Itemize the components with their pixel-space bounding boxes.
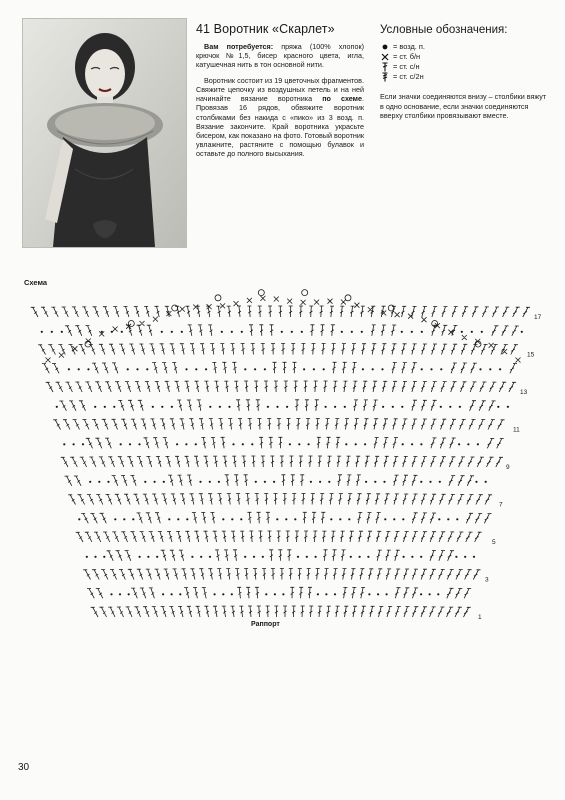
chain-stitch-dot bbox=[152, 406, 154, 408]
chain-stitch-dot bbox=[289, 443, 291, 445]
chain-stitch-dot bbox=[306, 556, 308, 558]
chain-stitch-dot bbox=[179, 593, 181, 595]
row-number: 1 bbox=[478, 614, 482, 621]
chain-stitch-dot bbox=[63, 443, 65, 445]
cross-icon bbox=[380, 52, 390, 62]
chain-stitch-dot bbox=[68, 368, 70, 370]
chain-stitch-dot bbox=[218, 481, 220, 483]
legend-note: Если значки соединяются внизу – столбики вяжут в одно основание, если значки соединяются вверху столбики провязывают вместе. bbox=[380, 92, 547, 120]
chain-stitch-dot bbox=[485, 481, 487, 483]
chain-stitch-dot bbox=[205, 368, 207, 370]
chain-stitch-dot bbox=[348, 518, 350, 520]
chain-stitch-dot bbox=[51, 331, 53, 333]
chain-stitch-dot bbox=[361, 331, 363, 333]
chain-stitch-dot bbox=[98, 481, 100, 483]
chain-stitch-dot bbox=[317, 593, 319, 595]
legend-item-label: = ст. с/н bbox=[393, 62, 420, 72]
legend-title: Условные обозначения: bbox=[380, 24, 508, 36]
chain-stitch-dot bbox=[94, 406, 96, 408]
chain-stitch-dot bbox=[440, 406, 442, 408]
chain-stitch-dot bbox=[138, 443, 140, 445]
chain-stitch-dot bbox=[325, 593, 327, 595]
chain-stitch-dot bbox=[429, 593, 431, 595]
row-number: 3 bbox=[485, 576, 489, 584]
chain-stitch-dot bbox=[402, 518, 404, 520]
chain-stitch-dot bbox=[209, 406, 211, 408]
chain-stitch-dot bbox=[420, 481, 422, 483]
chain-stitch-dot bbox=[365, 481, 367, 483]
chain-stitch-dot bbox=[162, 593, 164, 595]
chain-stitch-dot bbox=[276, 518, 278, 520]
chart-stitches bbox=[31, 290, 530, 617]
chain-stitch-dot bbox=[61, 331, 63, 333]
chain-stitch-dot bbox=[384, 518, 386, 520]
chain-stitch-dot bbox=[420, 443, 422, 445]
chain-stitch-dot bbox=[297, 556, 299, 558]
chain-stitch-dot bbox=[267, 406, 269, 408]
row-number: 5 bbox=[492, 539, 496, 546]
chain-stitch-dot bbox=[262, 556, 264, 558]
chain-stitch-dot bbox=[265, 593, 267, 595]
chain-stitch-dot bbox=[281, 331, 283, 333]
chain-stitch-dot bbox=[214, 593, 216, 595]
chain-stitch-dot bbox=[177, 518, 179, 520]
chain-stitch-dot bbox=[479, 368, 481, 370]
chain-stitch-dot bbox=[383, 481, 385, 483]
chain-stitch-dot bbox=[464, 556, 466, 558]
chain-stitch-dot bbox=[355, 443, 357, 445]
chain-stitch-dot bbox=[339, 518, 341, 520]
chain-stitch-dot bbox=[328, 481, 330, 483]
chain-stitch-dot bbox=[310, 481, 312, 483]
picot-loop bbox=[172, 305, 178, 311]
chain-stitch-dot bbox=[139, 556, 141, 558]
chain-stitch-dot bbox=[146, 368, 148, 370]
chain-stitch-dot bbox=[273, 481, 275, 483]
chain-stitch-dot bbox=[381, 368, 383, 370]
chain-stitch-dot bbox=[359, 556, 361, 558]
legend-item bbox=[380, 72, 550, 82]
chain-stitch-dot bbox=[323, 368, 325, 370]
chain-stitch-dot bbox=[221, 331, 223, 333]
chain-stitch-dot bbox=[276, 406, 278, 408]
chain-stitch-dot bbox=[459, 406, 461, 408]
chain-stitch-dot bbox=[73, 443, 75, 445]
chain-stitch-dot bbox=[294, 518, 296, 520]
chain-stitch-dot bbox=[325, 406, 327, 408]
chain-stitch-dot bbox=[481, 331, 483, 333]
chain-stitch-dot bbox=[171, 406, 173, 408]
chain-stitch-dot bbox=[186, 518, 188, 520]
chain-stitch-dot bbox=[232, 443, 234, 445]
chain-stitch-dot bbox=[350, 556, 352, 558]
chain-stitch-dot bbox=[286, 406, 288, 408]
legend-item-label: = ст. с/2н bbox=[393, 72, 424, 82]
chain-stitch-dot bbox=[104, 406, 106, 408]
chain-stitch-dot bbox=[195, 368, 197, 370]
chain-stitch-dot bbox=[429, 481, 431, 483]
chain-stitch-dot bbox=[111, 331, 113, 333]
legend-item bbox=[380, 42, 550, 52]
materials-label: Вам потребуется: bbox=[204, 42, 274, 51]
chain-stitch-dot bbox=[330, 518, 332, 520]
chain-stitch-dot bbox=[497, 406, 499, 408]
chain-stitch-dot bbox=[101, 331, 103, 333]
chain-stitch-dot bbox=[87, 368, 89, 370]
chain-stitch-dot bbox=[437, 593, 439, 595]
article-title: 41 Воротник «Скарлет» bbox=[196, 22, 335, 36]
chain-stitch-dot bbox=[403, 556, 405, 558]
picot-loop bbox=[215, 295, 221, 301]
chain-stitch-dot bbox=[255, 481, 257, 483]
chain-stitch-dot bbox=[362, 368, 364, 370]
legend-item bbox=[380, 52, 550, 62]
chain-stitch-dot bbox=[411, 331, 413, 333]
chain-stitch-dot bbox=[473, 556, 475, 558]
chain-stitch-dot bbox=[521, 331, 523, 333]
chain-stitch-dot bbox=[430, 368, 432, 370]
dot-icon bbox=[380, 42, 390, 52]
chain-stitch-dot bbox=[291, 331, 293, 333]
chain-stitch-dot bbox=[401, 331, 403, 333]
chain-stitch-dot bbox=[401, 406, 403, 408]
crochet-chart bbox=[18, 282, 548, 642]
chain-stitch-dot bbox=[251, 443, 253, 445]
stitch-one-bar-icon bbox=[380, 62, 390, 72]
chain-stitch-dot bbox=[147, 556, 149, 558]
chain-stitch-dot bbox=[129, 443, 131, 445]
materials-text: пряжа (100% хлопок) крючок №1,5, бисер красного цвета, игла, катушечная нить в тон основной нити. bbox=[196, 42, 364, 70]
legend-item bbox=[380, 62, 550, 72]
row-number: 17 bbox=[534, 314, 542, 321]
legend-item-label: = возд. п. bbox=[393, 42, 425, 52]
picot-loop bbox=[345, 295, 351, 301]
chain-stitch-dot bbox=[253, 556, 255, 558]
chain-stitch-dot bbox=[244, 556, 246, 558]
chain-stitch-dot bbox=[471, 331, 473, 333]
picot-loop bbox=[258, 290, 264, 296]
chain-stitch-dot bbox=[303, 368, 305, 370]
chain-stitch-dot bbox=[447, 518, 449, 520]
chain-stitch-dot bbox=[344, 406, 346, 408]
chain-stitch-dot bbox=[364, 443, 366, 445]
chain-stitch-dot bbox=[244, 368, 246, 370]
chain-stitch-dot bbox=[377, 593, 379, 595]
model-photo bbox=[22, 18, 187, 248]
chain-stitch-dot bbox=[372, 368, 374, 370]
chain-stitch-dot bbox=[341, 331, 343, 333]
chain-stitch-dot bbox=[449, 406, 451, 408]
chain-stitch-dot bbox=[120, 443, 122, 445]
chain-stitch-dot bbox=[191, 556, 193, 558]
chain-stitch-dot bbox=[386, 593, 388, 595]
materials-paragraph bbox=[196, 42, 364, 70]
chain-stitch-dot bbox=[86, 556, 88, 558]
chain-stitch-dot bbox=[228, 406, 230, 408]
chain-stitch-dot bbox=[438, 518, 440, 520]
chain-stitch-dot bbox=[128, 593, 130, 595]
chain-stitch-dot bbox=[420, 593, 422, 595]
chain-stitch-dot bbox=[499, 368, 501, 370]
chain-stitch-dot bbox=[455, 556, 457, 558]
chain-stitch-dot bbox=[231, 518, 233, 520]
stitch-two-bar-icon bbox=[380, 72, 390, 82]
chain-stitch-dot bbox=[200, 556, 202, 558]
legend bbox=[380, 24, 550, 120]
chain-stitch-dot bbox=[171, 331, 173, 333]
chain-stitch-dot bbox=[89, 481, 91, 483]
chain-stitch-dot bbox=[489, 368, 491, 370]
chain-stitch-dot bbox=[163, 481, 165, 483]
chain-stitch-dot bbox=[382, 406, 384, 408]
chain-stitch-dot bbox=[199, 481, 201, 483]
row-number: 11 bbox=[513, 426, 520, 434]
chain-stitch-dot bbox=[334, 406, 336, 408]
chain-stitch-dot bbox=[298, 443, 300, 445]
chain-stitch-dot bbox=[231, 331, 233, 333]
chain-stitch-dot bbox=[264, 481, 266, 483]
rapport-label: Раппорт bbox=[251, 621, 280, 628]
model-photo-illustration bbox=[23, 19, 186, 247]
chain-stitch-dot bbox=[185, 368, 187, 370]
chain-stitch-dot bbox=[136, 368, 138, 370]
chain-stitch-dot bbox=[440, 368, 442, 370]
chart-stitch-marks bbox=[31, 296, 530, 617]
chain-stitch-dot bbox=[477, 443, 479, 445]
picot-loop bbox=[128, 321, 134, 327]
chain-stitch-dot bbox=[154, 481, 156, 483]
instructions-text-b: . Провязав 16 рядов, обвяжите воротник столбиками без накида с «пико» из 3 возд. п. Вязание закончите. Край воротника украсьте бисером, как показано на фото. Готовый воротник увлажните, растяните с помощью булавок и оставьте до полного высыхания. bbox=[196, 94, 364, 159]
chain-stitch-dot bbox=[209, 556, 211, 558]
chain-stitch-dot bbox=[78, 368, 80, 370]
chain-stitch-dot bbox=[421, 368, 423, 370]
article bbox=[196, 22, 364, 165]
chain-stitch-dot bbox=[121, 331, 123, 333]
chain-stitch-dot bbox=[176, 443, 178, 445]
chain-stitch-dot bbox=[254, 368, 256, 370]
chain-stitch-dot bbox=[456, 518, 458, 520]
chain-stitch-dot bbox=[144, 481, 146, 483]
chain-stitch-dot bbox=[41, 331, 43, 333]
chain-stitch-dot bbox=[475, 481, 477, 483]
row-number: 7 bbox=[499, 501, 503, 509]
chain-stitch-dot bbox=[241, 331, 243, 333]
chain-stitch-dot bbox=[345, 443, 347, 445]
chain-stitch-dot bbox=[181, 331, 183, 333]
chain-stitch-dot bbox=[127, 368, 129, 370]
chain-stitch-dot bbox=[103, 556, 105, 558]
instructions-paragraph bbox=[196, 76, 364, 159]
chain-stitch-dot bbox=[219, 406, 221, 408]
chain-stitch-dot bbox=[461, 331, 463, 333]
row-number: 15 bbox=[527, 351, 535, 359]
chain-stitch-dot bbox=[94, 556, 96, 558]
legend-item-label: = ст. б/н bbox=[393, 52, 421, 62]
chain-stitch-dot bbox=[222, 518, 224, 520]
chain-stitch-dot bbox=[282, 593, 284, 595]
chain-stitch-dot bbox=[231, 593, 233, 595]
chain-stitch-dot bbox=[334, 593, 336, 595]
chain-stitch-dot bbox=[315, 556, 317, 558]
chain-stitch-dot bbox=[114, 518, 116, 520]
row-number: 13 bbox=[520, 389, 528, 396]
chain-stitch-dot bbox=[240, 518, 242, 520]
chain-stitch-dot bbox=[110, 593, 112, 595]
chain-stitch-dot bbox=[411, 443, 413, 445]
chain-stitch-dot bbox=[467, 443, 469, 445]
chain-stitch-dot bbox=[351, 331, 353, 333]
chain-stitch-dot bbox=[420, 556, 422, 558]
chain-stitch-dot bbox=[156, 556, 158, 558]
chain-stitch-dot bbox=[301, 331, 303, 333]
chain-stitch-dot bbox=[209, 481, 211, 483]
chain-stitch-dot bbox=[185, 443, 187, 445]
chain-stitch-dot bbox=[78, 518, 80, 520]
instructions-bold: по схеме bbox=[322, 94, 362, 104]
chain-stitch-dot bbox=[392, 406, 394, 408]
scheme-label: Схема bbox=[24, 278, 48, 287]
chain-stitch-dot bbox=[439, 481, 441, 483]
chain-stitch-dot bbox=[313, 368, 315, 370]
chain-stitch-dot bbox=[319, 481, 321, 483]
page-number: 30 bbox=[18, 762, 30, 773]
picot-loop bbox=[302, 290, 308, 296]
chain-stitch-dot bbox=[411, 556, 413, 558]
chain-stitch-dot bbox=[119, 593, 121, 595]
chain-stitch-dot bbox=[285, 518, 287, 520]
chain-stitch-dot bbox=[367, 556, 369, 558]
chain-stitch-dot bbox=[195, 443, 197, 445]
chain-stitch-dot bbox=[374, 481, 376, 483]
chain-stitch-dot bbox=[56, 406, 58, 408]
instructions-text-a: Воротник состоит из 19 цветочных фрагментов. Свяжите цепочку из воздушных петель и на ней начинайте вязание воротника bbox=[196, 75, 364, 104]
chain-stitch-dot bbox=[123, 518, 125, 520]
chain-stitch-dot bbox=[242, 443, 244, 445]
chain-stitch-dot bbox=[402, 443, 404, 445]
chain-stitch-dot bbox=[107, 481, 109, 483]
chain-stitch-dot bbox=[274, 593, 276, 595]
chain-stitch-dot bbox=[132, 518, 134, 520]
chain-stitch-dot bbox=[368, 593, 370, 595]
chain-stitch-dot bbox=[393, 518, 395, 520]
chain-stitch-dot bbox=[421, 331, 423, 333]
chain-stitch-dot bbox=[308, 443, 310, 445]
chain-stitch-dot bbox=[161, 331, 163, 333]
chain-stitch-dot bbox=[507, 406, 509, 408]
chain-stitch-dot bbox=[113, 406, 115, 408]
chain-stitch-dot bbox=[222, 593, 224, 595]
chain-stitch-dot bbox=[168, 518, 170, 520]
chain-stitch-dot bbox=[458, 443, 460, 445]
chain-stitch-dot bbox=[264, 368, 266, 370]
chain-stitch-dot bbox=[171, 593, 173, 595]
row-number: 9 bbox=[506, 464, 510, 471]
chain-stitch-dot bbox=[82, 443, 84, 445]
chain-stitch-dot bbox=[161, 406, 163, 408]
